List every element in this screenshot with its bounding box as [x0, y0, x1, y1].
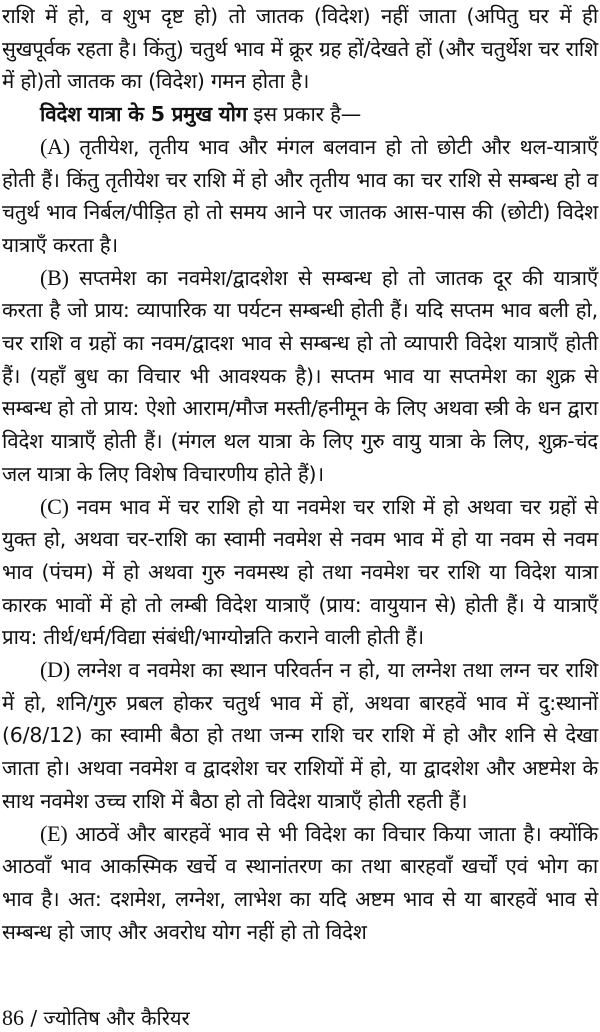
paragraph-c — [2, 491, 598, 655]
footer-separator: / — [30, 1006, 38, 1030]
page-number: 86 — [2, 1005, 24, 1030]
paragraph-d — [2, 654, 598, 818]
paragraph-label: (B) — [40, 264, 69, 290]
heading-bold-text: विदेश यात्रा के 5 प्रमुख योग — [40, 102, 248, 127]
paragraph-intro-continuation — [2, 0, 598, 98]
paragraph-a — [2, 131, 598, 262]
paragraph-b — [2, 262, 598, 491]
paragraph-label: (C) — [40, 493, 69, 519]
paragraph-label: (D) — [40, 657, 70, 683]
paragraph-text: राशि में हो, व शुभ दृष्ट हो) तो जातक (विदेश) नहीं जाता (अपितु घर में ही सुखपूर्वक रहता है। किंतु) चतुर्थ भाव में क्रूर ग्रह हों/देखते हों (और चतुर्थेश चर राशि में हो)तो जातक का (विदेश) गमन होता है। — [2, 4, 598, 94]
page-body — [2, 0, 598, 948]
section-heading — [2, 98, 598, 131]
page-footer — [2, 1004, 190, 1032]
paragraph-text: लग्नेश व नवमेश का स्थान परिवर्तन न हो, या लग्नेश तथा लग्न चर राशि में हो, शनि/गुरु प्रबल होकर चतुर्थ भाव में हों, अथवा बारहवें भाव में दु:स्थानों (6/8/12) का स्वामी बैठा हो तथा जन्म राशि चर राशि में हो और शनि से देखा जाता हो। अथवा नवमेश व द्वादशेश चर राशियों में हो, या द्वादशेश और अष्टमेश के साथ नवमेश उच्च राशि में बैठा हो तो विदेश यात्राएँ होती रहती हैं। — [2, 658, 598, 813]
paragraph-text: नवम भाव में चर राशि हो या नवमेश चर राशि में हो अथवा चर ग्रहों से युक्त हो, अथवा चर-राशि का स्वामी नवमेश से नवम भाव में हो या नवम से नवम भाव (पंचम) में हो अथवा गुरु नवमस्थ हो तथा नवमेश चर राशि या विदेश यात्रा कारक भावों में हो तो लम्बी विदेश यात्राएँ (प्राय: वायुयान से) होती हैं। ये यात्राएँ प्राय: तीर्थ/धर्म/विद्या संबंधी/भाग्योन्नति कराने वाली होती हैं। — [2, 494, 598, 650]
heading-rest-text: इस प्रकार है— — [247, 102, 362, 127]
paragraph-label: (E) — [40, 820, 68, 846]
paragraph-text: तृतीयेश, तृतीय भाव और मंगल बलवान हो तो छोटी और थल-यात्राएँ होती हैं। किंतु तृतीयेश चर राशि में हो और तृतीय भाव का चर राशि से सम्बन्ध हो व चतुर्थ भाव निर्बल/पीड़ित हो तो समय आने पर जातक आस-पास की (छोटी) विदेश यात्राएँ करता है। — [2, 134, 598, 257]
paragraph-e — [2, 818, 598, 949]
paragraph-label: (A) — [40, 133, 70, 159]
paragraph-text: आठवें और बारहवें भाव से भी विदेश का विचार किया जाता है। क्योंकि आठवाँ भाव आकस्मिक खर्चे व स्थानांतरण का तथा बारहवाँ खर्चों एवं भोग का भाव है। अत: दशमेश, लग्नेश, लाभेश का यदि अष्टम भाव से या बारहवें भाव से सम्बन्ध हो जाए और अवरोध योग नहीं हो तो विदेश — [2, 821, 598, 944]
paragraph-text: सप्तमेश का नवमेश/द्वादशेश से सम्बन्ध हो तो जातक दूर की यात्राएँ करता है जो प्राय: व्यापारिक या पर्यटन सम्बन्धी होती हैं। यदि सप्तम भाव बली हो, चर राशि व ग्रहों का नवम/द्वादश भाव से सम्बन्ध हो तो व्यापारी विदेश यात्राएँ होती हैं। (यहाँ बुध का विचार भी आवश्यक है)। सप्तम भाव या सप्तमेश का शुक्र से सम्बन्ध हो तो प्राय: ऐशो आराम/मौज मस्ती/हनीमून के लिए अथवा स्त्री के धन द्वारा विदेश यात्राएँ होती हैं। (मंगल थल यात्रा के लिए गुरु वायु यात्रा के लिए, शुक्र-चंद जल यात्रा के लिए विशेष विचारणीय होते हैं)। — [2, 265, 598, 486]
book-title: ज्योतिष और कैरियर — [43, 1006, 190, 1030]
